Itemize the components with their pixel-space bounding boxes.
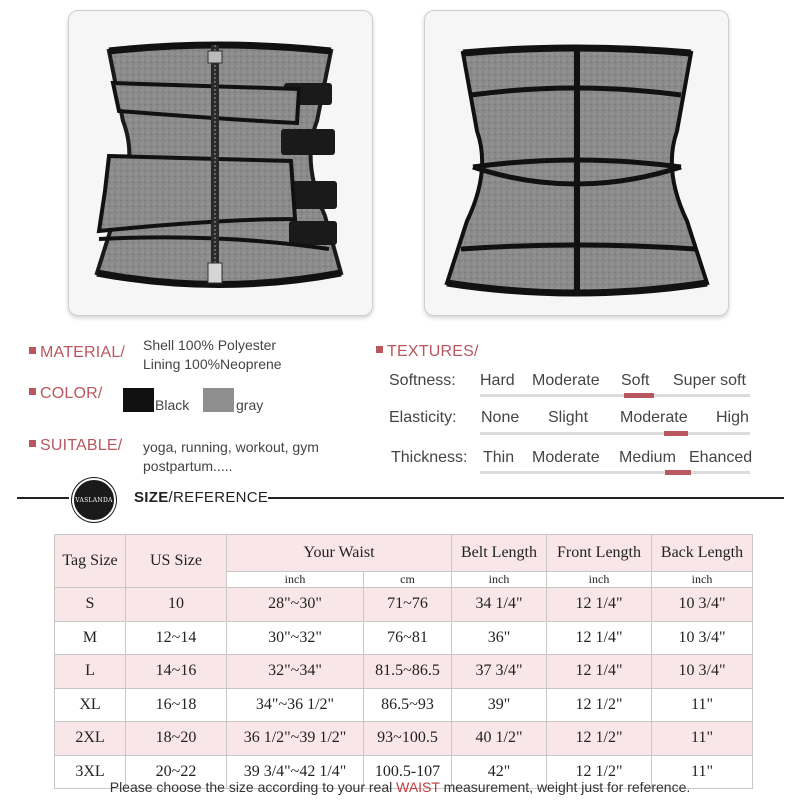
textures-label-text: TEXTURES/ [387, 343, 479, 360]
thickness-option: Thin [483, 449, 515, 466]
cell-waist-cm: 100.5-107 [364, 755, 452, 789]
cell-tag: S [55, 588, 126, 622]
thickness-option: Moderate [532, 449, 600, 466]
thickness-option-selected: Medium [619, 449, 676, 466]
header-us-size: US Size [126, 535, 227, 588]
unit-waist-inch: inch [227, 572, 364, 588]
cell-tag: M [55, 621, 126, 655]
cell-waist-cm: 86.5~93 [364, 688, 452, 722]
cell-front: 12 1/4" [547, 621, 652, 655]
footnote-highlight: WAIST [396, 779, 440, 795]
thickness-label: Thickness: [391, 449, 468, 466]
waist-trainer-back-illustration [425, 11, 728, 315]
bullet-square-icon [29, 388, 36, 395]
cell-front: 12 1/2" [547, 688, 652, 722]
table-row [55, 588, 753, 622]
elasticity-option: Slight [548, 409, 589, 426]
color-black-text: Black [155, 397, 190, 413]
black-swatch [123, 388, 154, 412]
cell-waist-cm: 76~81 [364, 621, 452, 655]
unit-belt-inch: inch [452, 572, 547, 588]
cell-us: 14~16 [126, 655, 227, 689]
cell-us: 18~20 [126, 722, 227, 756]
table-row [55, 655, 753, 689]
cell-waist-cm: 93~100.5 [364, 722, 452, 756]
cell-us: 10 [126, 588, 227, 622]
table-row [55, 621, 753, 655]
cell-front: 12 1/2" [547, 755, 652, 789]
size-title-bold: SIZE [134, 489, 169, 506]
suitable-line-1: yoga, running, workout, gym [143, 439, 319, 455]
suitable-label [29, 437, 122, 455]
brand-logo-badge [72, 478, 116, 522]
cell-waist-cm: 71~76 [364, 588, 452, 622]
waist-trainer-front-illustration [69, 11, 372, 315]
softness-label: Softness: [389, 372, 456, 389]
product-photo-back [424, 10, 729, 316]
cell-back: 11" [652, 688, 753, 722]
cell-waist-inch: 30"~32" [227, 621, 364, 655]
cell-belt: 40 1/2" [452, 722, 547, 756]
unit-back-inch: inch [652, 572, 753, 588]
header-your-waist: Your Waist [227, 535, 452, 572]
bullet-square-icon [376, 346, 383, 353]
elasticity-scale-bar [480, 432, 750, 435]
suitable-label-text: SUITABLE/ [40, 437, 123, 454]
elasticity-option-selected: Moderate [620, 409, 688, 426]
cell-waist-inch: 34"~36 1/2" [227, 688, 364, 722]
product-photo-front [68, 10, 373, 316]
material-line-1: Shell 100% Polyester [143, 337, 277, 353]
cell-belt: 37 3/4" [452, 655, 547, 689]
cell-tag: 2XL [55, 722, 126, 756]
footnote-after: measurement, weight just for reference. [439, 779, 691, 795]
softness-option: Moderate [532, 372, 600, 389]
header-front-length: Front Length [547, 535, 652, 572]
cell-back: 10 3/4" [652, 621, 753, 655]
elasticity-label: Elasticity: [389, 409, 457, 426]
gray-swatch [203, 388, 234, 412]
softness-option-selected: Soft [621, 372, 650, 389]
cell-belt: 39" [452, 688, 547, 722]
header-tag-size: Tag Size [55, 535, 126, 588]
cell-back: 10 3/4" [652, 588, 753, 622]
divider-left [17, 497, 69, 499]
material-line-2: Lining 100%Neoprene [143, 356, 282, 372]
elasticity-option: High [716, 409, 749, 426]
cell-back: 11" [652, 755, 753, 789]
cell-back: 11" [652, 722, 753, 756]
cell-belt: 36" [452, 621, 547, 655]
cell-waist-cm: 81.5~86.5 [364, 655, 452, 689]
unit-waist-cm: cm [364, 572, 452, 588]
cell-back: 10 3/4" [652, 655, 753, 689]
thickness-selected-marker [665, 470, 691, 475]
table-row [55, 722, 753, 756]
bullet-square-icon [29, 440, 36, 447]
bullet-square-icon [29, 347, 36, 354]
softness-scale-bar [480, 394, 750, 397]
color-gray-text: gray [236, 397, 264, 413]
size-reference-title [134, 489, 268, 506]
elasticity-selected-marker [664, 431, 688, 436]
cell-front: 12 1/4" [547, 588, 652, 622]
header-belt-length: Belt Length [452, 535, 547, 572]
size-chart-table [54, 534, 753, 789]
table-header-row [55, 535, 753, 572]
cell-tag: L [55, 655, 126, 689]
color-label [29, 385, 103, 403]
cell-front: 12 1/4" [547, 655, 652, 689]
softness-option: Hard [480, 372, 515, 389]
thickness-option: Ehanced [689, 449, 753, 466]
cell-waist-inch: 36 1/2"~39 1/2" [227, 722, 364, 756]
cell-us: 12~14 [126, 621, 227, 655]
cell-us: 20~22 [126, 755, 227, 789]
cell-tag: XL [55, 688, 126, 722]
unit-front-inch: inch [547, 572, 652, 588]
material-label-text: MATERIAL/ [40, 344, 126, 361]
color-label-text: COLOR/ [40, 385, 103, 402]
softness-selected-marker [624, 393, 654, 398]
material-label [29, 344, 125, 362]
cell-tag: 3XL [55, 755, 126, 789]
cell-belt: 34 1/4" [452, 588, 547, 622]
size-title-rest: /REFERENCE [168, 489, 269, 506]
thickness-scale-bar [480, 471, 750, 474]
size-footnote [0, 779, 800, 795]
cell-waist-inch: 39 3/4"~42 1/4" [227, 755, 364, 789]
footnote-before: Please choose the size according to your real [109, 779, 397, 795]
cell-waist-inch: 32"~34" [227, 655, 364, 689]
cell-waist-inch: 28"~30" [227, 588, 364, 622]
textures-label [376, 343, 479, 361]
brand-logo-text: VASLANDA [75, 496, 113, 504]
cell-belt: 42" [452, 755, 547, 789]
divider-right [268, 497, 784, 499]
elasticity-option: None [481, 409, 520, 426]
suitable-line-2: postpartum..... [143, 458, 233, 474]
cell-us: 16~18 [126, 688, 227, 722]
table-row [55, 688, 753, 722]
softness-option: Super soft [673, 372, 746, 389]
header-back-length: Back Length [652, 535, 753, 572]
cell-front: 12 1/2" [547, 722, 652, 756]
